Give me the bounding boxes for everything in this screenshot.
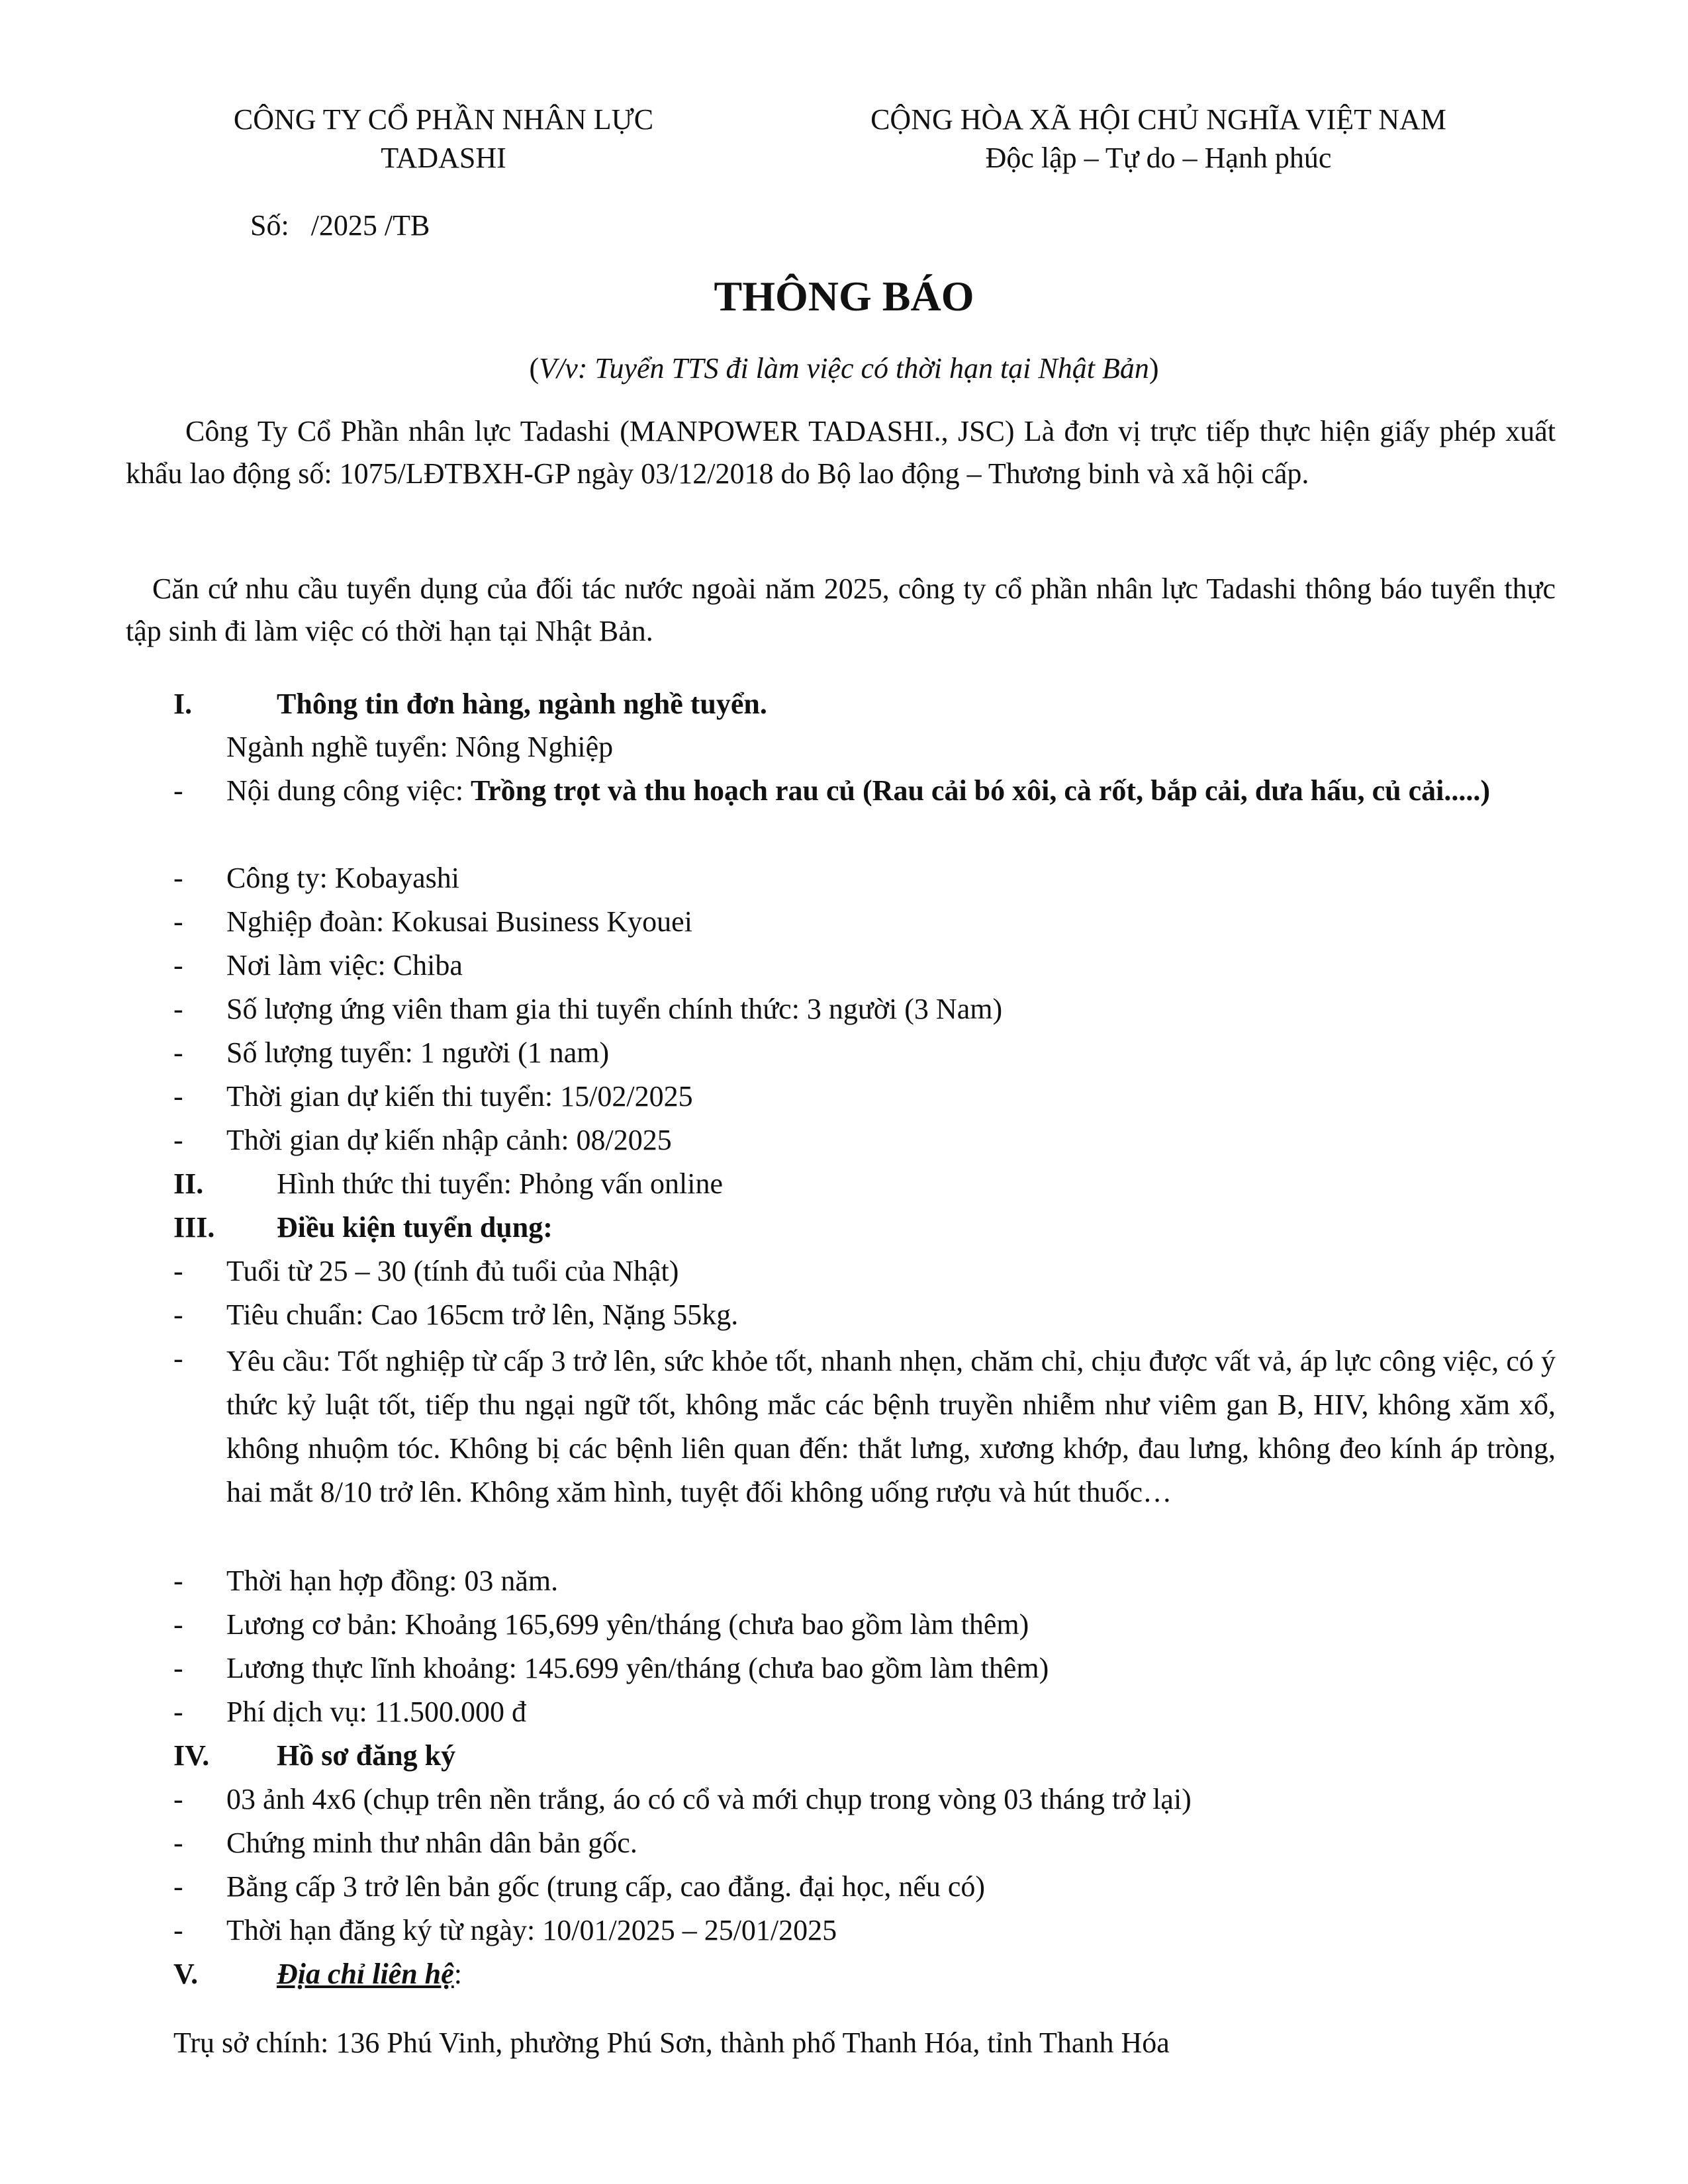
company-name-line2: TADASHI <box>381 142 506 174</box>
bullet: - <box>173 1342 183 1375</box>
section-3-heading: Điều kiện tuyển dụng: <box>277 1211 553 1244</box>
bullet: - <box>173 1827 183 1859</box>
section-5-heading-wrap <box>277 1955 462 1993</box>
candidates-line: Số lượng ứng viên tham gia thi tuyển chính thức: 3 người (3 Nam) <box>226 993 1003 1025</box>
bullet: - <box>173 1036 183 1069</box>
id-card-line: Chứng minh thư nhân dân bản gốc. <box>226 1827 637 1859</box>
workplace-line: Nơi làm việc: Chiba <box>226 949 463 981</box>
section-3-number: III. <box>173 1211 215 1244</box>
bullet: - <box>173 949 183 981</box>
subtitle <box>0 349 1688 388</box>
section-1-heading: Thông tin đơn hàng, ngành nghề tuyển. <box>277 688 767 720</box>
hire-count-line: Số lượng tuyển: 1 người (1 nam) <box>226 1036 610 1069</box>
nation-title: CỘNG HÒA XÃ HỘI CHỦ NGHĨA VIỆT NAM <box>870 103 1446 136</box>
bullet: - <box>173 1080 183 1113</box>
exam-date-line: Thời gian dự kiến thi tuyển: 15/02/2025 <box>226 1080 693 1113</box>
section-2-number: II. <box>173 1167 204 1200</box>
age-line: Tuổi từ 25 – 30 (tính đủ tuổi của Nhật) <box>226 1255 679 1287</box>
section-4-heading: Hồ sơ đăng ký <box>277 1739 456 1772</box>
requirements-paragraph: Yêu cầu: Tốt nghiệp từ cấp 3 trở lên, sức khỏe tốt, nhanh nhẹn, chăm chỉ, chịu được vất vả, áp lực công việc, có ý thức kỷ luật tốt, tiếp thu ngại ngữ tốt, không mắc các bệnh truyền nhiễm như viêm gan B, HIV, không xăm xổ, không nhuộm tóc. Không bị các bệnh liên quan đến: thắt lưng, xương khớp, đau lưng, không đeo kính áp tròng, hai mắt 8/10 trở lên. Không xăm hình, tuyệt đối không uống rượu và hút thuốc… <box>226 1345 1556 1508</box>
job-label: Nội dung công việc: <box>226 774 471 807</box>
company-line: Công ty: Kobayashi <box>226 862 459 894</box>
address-line: Trụ sở chính: 136 Phú Vinh, phường Phú Sơn, thành phố Thanh Hóa, tỉnh Thanh Hóa <box>173 2026 1170 2059</box>
bullet: - <box>173 1652 183 1684</box>
entry-date-line: Thời gian dự kiến nhập cảnh: 08/2025 <box>226 1124 672 1156</box>
subtitle-close-paren: ) <box>1149 352 1159 385</box>
standard-line: Tiêu chuẩn: Cao 165cm trở lên, Nặng 55kg. <box>226 1298 739 1331</box>
bullet: - <box>173 1608 183 1641</box>
bullet: - <box>173 1870 183 1903</box>
bullet: - <box>173 1914 183 1946</box>
section-5-colon: : <box>453 1958 462 1990</box>
subtitle-text: V/v: Tuyển TTS đi làm việc có thời hạn tại Nhật Bản <box>539 352 1149 385</box>
company-name-line1: CÔNG TY CỔ PHẦN NHÂN LỰC <box>233 103 654 136</box>
deadline-line: Thời hạn đăng ký từ ngày: 10/01/2025 – 25/01/2025 <box>226 1914 837 1946</box>
bullet: - <box>173 1565 183 1597</box>
intro-paragraph-2: Căn cứ nhu cầu tuyển dụng của đối tác nước ngoài năm 2025, công ty cổ phần nhân lực Tadashi thông báo tuyển thực tập sinh đi làm việc có thời hạn tại Nhật Bản. <box>126 572 1556 647</box>
contract-line: Thời hạn hợp đồng: 03 năm. <box>226 1565 559 1597</box>
subtitle-open-paren: ( <box>529 352 539 385</box>
section-1-number: I. <box>173 688 193 720</box>
diploma-line: Bằng cấp 3 trở lên bản gốc (trung cấp, cao đẳng. đại học, nếu có) <box>226 1870 986 1903</box>
bullet: - <box>173 993 183 1025</box>
page-title: THÔNG BÁO <box>714 273 974 320</box>
service-fee-line: Phí dịch vụ: 11.500.000 đ <box>226 1696 527 1728</box>
industry-line: Ngành nghề tuyển: Nông Nghiệp <box>226 731 614 763</box>
bullet: - <box>173 862 183 894</box>
photos-line: 03 ảnh 4x6 (chụp trên nền trắng, áo có cổ và mới chụp trong vòng 03 tháng trở lại) <box>226 1783 1192 1815</box>
bullet: - <box>173 774 183 807</box>
section-5-number: V. <box>173 1958 199 1990</box>
union-line: Nghiệp đoàn: Kokusai Business Kyouei <box>226 905 692 938</box>
document-number: Số: /2025 /TB <box>250 209 430 242</box>
intro-paragraph-1: Công Ty Cổ Phần nhân lực Tadashi (MANPOWER TADASHI., JSC) Là đơn vị trực tiếp thực hiện giấy phép xuất khẩu lao động số: 1075/LĐTBXH-GP ngày 03/12/2018 do Bộ lao động – Thương binh và xã hội cấp. <box>126 415 1556 490</box>
net-salary-line: Lương thực lĩnh khoảng: 145.699 yên/tháng (chưa bao gồm làm thêm) <box>226 1652 1049 1684</box>
bullet: - <box>173 905 183 938</box>
bullet: - <box>173 1255 183 1287</box>
bullet: - <box>173 1124 183 1156</box>
section-4-number: IV. <box>173 1739 210 1772</box>
bullet: - <box>173 1298 183 1331</box>
section-5-heading: Địa chỉ liên hệ <box>277 1958 454 1990</box>
bullet: - <box>173 1783 183 1815</box>
bullet: - <box>173 1696 183 1728</box>
job-description <box>226 772 1550 810</box>
nation-motto: Độc lập – Tự do – Hạnh phúc <box>985 142 1332 174</box>
base-salary-line: Lương cơ bản: Khoảng 165,699 yên/tháng (chưa bao gồm làm thêm) <box>226 1608 1029 1641</box>
section-2-text: Hình thức thi tuyển: Phỏng vấn online <box>277 1167 724 1200</box>
job-value: Trồng trọt và thu hoạch rau củ (Rau cải bó xôi, cà rốt, bắp cải, dưa hấu, củ cải.....) <box>471 774 1491 807</box>
